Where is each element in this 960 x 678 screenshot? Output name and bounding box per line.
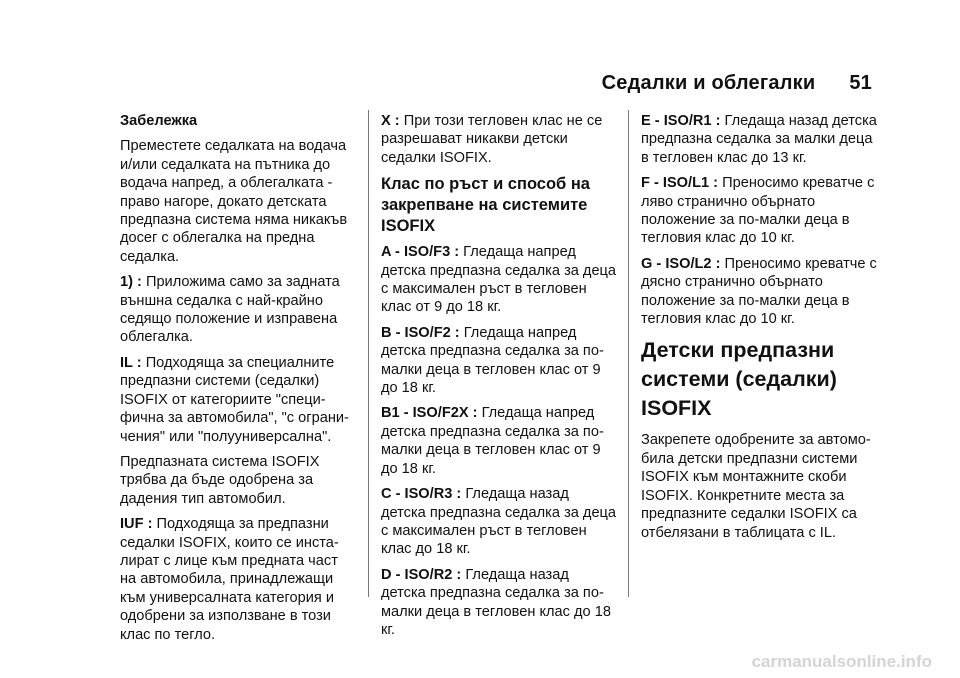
column-1 bbox=[120, 112, 356, 651]
definition-text: Преносимо креватче с ляво странично обърнато положение за по-малки деца в тегловия клас до 10 кг. bbox=[641, 175, 875, 247]
definition-item bbox=[381, 112, 617, 167]
definition-item bbox=[120, 354, 356, 446]
definition-label: X : bbox=[381, 113, 400, 129]
definition-text: Гледаща назад детска предпазна седалка за по-малки деца в тегловен клас до 18 кг. bbox=[381, 566, 611, 638]
column-divider bbox=[368, 110, 369, 597]
definition-item bbox=[381, 404, 617, 478]
definition-text: Гледаща напред детска предпазна седалка за по-малки деца в тегловен клас от 9 до 18 кг. bbox=[381, 324, 604, 397]
definition-text: Гледаща назад детска предпазна седалка за малки деца в тегловен клас до 13 кг. bbox=[641, 113, 877, 166]
definition-label: IUF : bbox=[120, 516, 153, 533]
page-title: Седалки и облегалки bbox=[601, 72, 816, 94]
definition-text: При този тегловен клас не се разрешават никакви детски седалки ISOFIX. bbox=[381, 113, 603, 166]
definition-label: D - ISO/R2 : bbox=[381, 566, 462, 583]
definition-item bbox=[641, 112, 877, 167]
paragraph-text: Предпазната система ISOFIX трябва да бъде одобрена за дадения тип автомобил. bbox=[120, 453, 320, 507]
definition-item bbox=[641, 255, 877, 329]
column-3 bbox=[641, 112, 877, 549]
paragraph bbox=[120, 453, 356, 508]
definition-item bbox=[120, 515, 356, 644]
definition-label: C - ISO/R3 : bbox=[381, 486, 462, 503]
definition-text: Преносимо креватче с дясно странично обърнато положение за по-малки деца в тегловия клас до 10 кг. bbox=[641, 255, 877, 328]
definition-item bbox=[381, 324, 617, 398]
watermark: carmanualsonline.info bbox=[751, 652, 932, 671]
column-2 bbox=[381, 112, 617, 646]
definition-item bbox=[641, 174, 877, 248]
definition-item bbox=[381, 566, 617, 640]
column-divider bbox=[628, 110, 629, 597]
definition-label: A - ISO/F3 : bbox=[381, 244, 460, 261]
section-text: Закрепете одобрените за автомо-била детски предпазни системи ISOFIX към монтажните скоби ISOFIX. Конкретните места за предпазните седалки ISOFIX са отбелязани в таблицата с IL. bbox=[641, 432, 871, 541]
page-number: 51 bbox=[849, 72, 872, 94]
definition-label: E - ISO/R1 : bbox=[641, 113, 721, 129]
definition-label: B1 - ISO/F2X : bbox=[381, 405, 478, 422]
note-text: Преместете седалката на водача и/или седалката на пътника до водача напред, а облегалката - право нагоре, докато детската предпазна система няма никакъв досег с облегалка на предна седалка. bbox=[120, 138, 348, 265]
section-heading: Детски предпазни системи (седалки) ISOFIX bbox=[641, 338, 837, 421]
definition-text: Гледаща назад детска предпазна седалка за деца с максимален ръст в тегловен клас до 18 кг. bbox=[381, 486, 617, 558]
note-heading: Забележка bbox=[120, 113, 198, 129]
definition-item bbox=[381, 243, 617, 317]
definition-label: B - ISO/F2 : bbox=[381, 324, 460, 341]
definition-text: Гледаща напред детска предпазна седалка за по-малки деца в тегловен клас от 9 до 18 кг. bbox=[381, 405, 604, 477]
definition-text: Приложима само за задната външна седалка с най-крайно седящо положение и изправена облегалка. bbox=[120, 274, 340, 346]
definition-label: 1) : bbox=[120, 274, 142, 291]
definition-label: G - ISO/L2 : bbox=[641, 255, 721, 272]
section-heading: Клас по ръст и способ на закрепване на системите ISOFIX bbox=[381, 175, 590, 236]
page-header bbox=[602, 72, 872, 95]
definition-item bbox=[381, 485, 617, 559]
definition-text: Гледаща напред детска предпазна седалка за деца с максимален ръст в тегловен клас от 9 до 18 кг. bbox=[381, 244, 617, 316]
definition-label: F - ISO/L1 : bbox=[641, 175, 719, 192]
definition-text: Подходяща за специалните предпазни системи (седалки) ISOFIX от категориите "специ-фична за автомобила", "с ограни-чения" или "полууниверсална". bbox=[120, 354, 349, 445]
definition-text: Подходяща за предпазни седалки ISOFIX, които се инста-лират с лице към предната част на автомобила, принадлежащи към универсалната категория и одобрени за използване в този клас по тегло. bbox=[120, 516, 339, 643]
definition-item bbox=[120, 273, 356, 347]
definition-label: IL : bbox=[120, 354, 142, 371]
